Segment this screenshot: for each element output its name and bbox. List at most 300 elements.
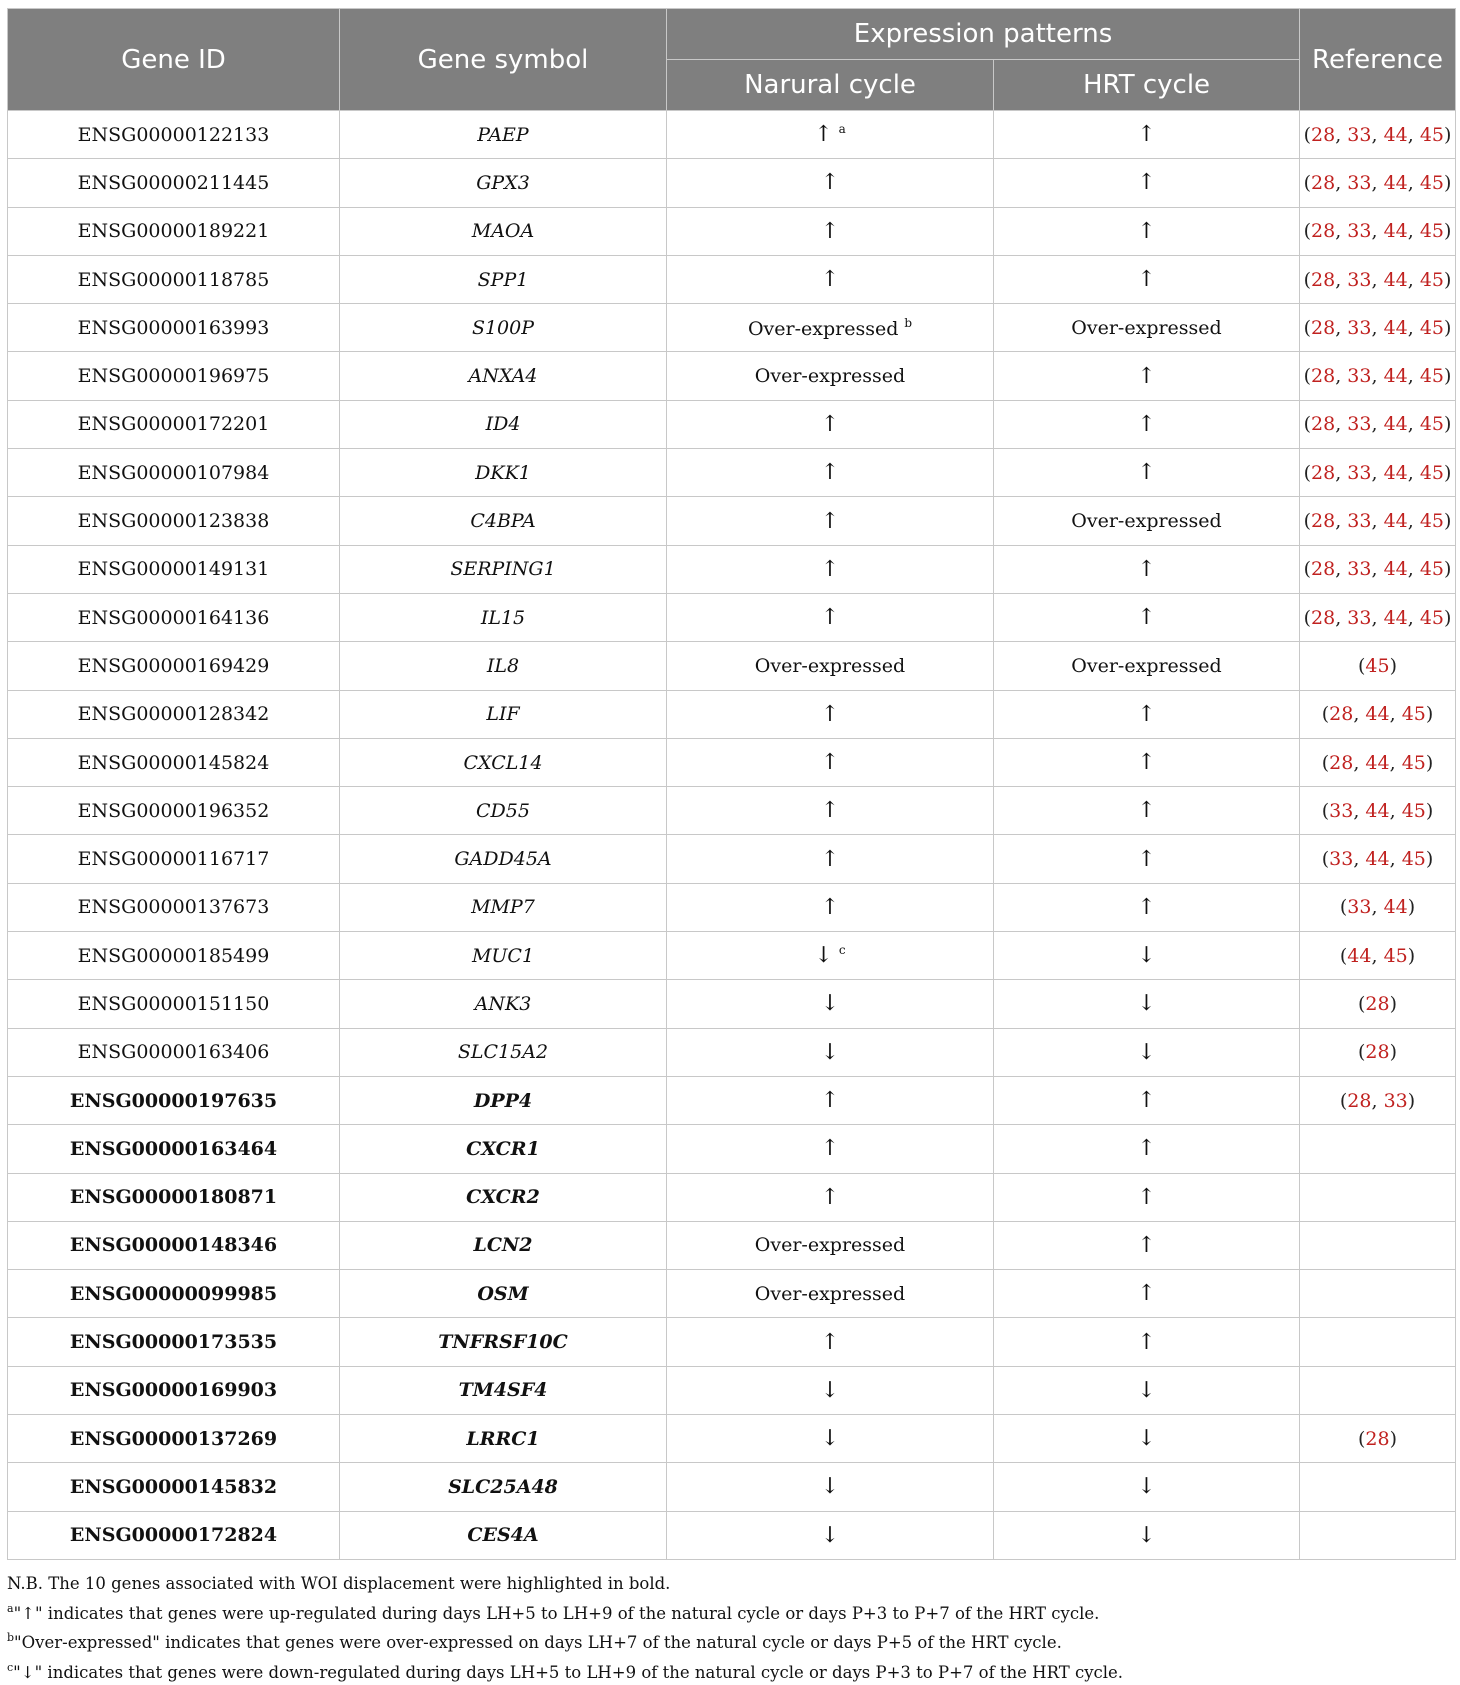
table-row	[8, 255, 1456, 303]
hrt-cycle-cell	[994, 111, 1300, 159]
natural-cycle-value: ↑	[814, 122, 832, 147]
gene-id-cell: ENSG00000172201	[8, 400, 340, 448]
gene-id-cell: ENSG00000145824	[8, 738, 340, 786]
hrt-cycle-value: ↑	[1137, 170, 1155, 195]
natural-cycle-cell	[667, 1076, 994, 1124]
reference-cell: (28, 33, 44, 45)	[1300, 352, 1456, 400]
reference-link[interactable]: 33	[1347, 220, 1371, 242]
reference-link[interactable]: 28	[1311, 172, 1335, 194]
natural-cycle-cell	[667, 835, 994, 883]
reference-cell: (28, 33, 44, 45)	[1300, 400, 1456, 448]
gene-symbol-cell: CXCR2	[340, 1173, 667, 1221]
natural-cycle-value: ↑	[821, 605, 839, 630]
gene-symbol-cell: LIF	[340, 690, 667, 738]
hrt-cycle-value: Over-expressed	[1071, 317, 1221, 339]
natural-cycle-cell	[667, 690, 994, 738]
gene-id-cell: ENSG00000137269	[8, 1415, 340, 1463]
gene-symbol-cell: C4BPA	[340, 497, 667, 545]
natural-cycle-value: ↓	[821, 1474, 839, 1499]
gene-symbol-cell: ANK3	[340, 980, 667, 1028]
reference-cell	[1300, 1511, 1456, 1559]
footnote-a-mark: a	[7, 1602, 14, 1615]
gene-symbol-cell: IL15	[340, 593, 667, 641]
hrt-cycle-cell	[994, 883, 1300, 931]
gene-id-cell: ENSG00000211445	[8, 159, 340, 207]
hrt-cycle-value: ↑	[1137, 1233, 1155, 1258]
table-row	[8, 980, 1456, 1028]
hrt-cycle-cell	[994, 1221, 1300, 1269]
natural-cycle-cell	[667, 738, 994, 786]
reference-cell: (33, 44, 45)	[1300, 835, 1456, 883]
gene-symbol-cell: ID4	[340, 400, 667, 448]
table-row	[8, 304, 1456, 352]
table-row	[8, 1173, 1456, 1221]
table-body	[8, 111, 1456, 1560]
reference-cell: (28, 33, 44, 45)	[1300, 111, 1456, 159]
gene-symbol-cell: MMP7	[340, 883, 667, 931]
footnote-a	[7, 1597, 1455, 1627]
hrt-cycle-value: ↓	[1137, 1040, 1155, 1065]
hrt-cycle-cell	[994, 1076, 1300, 1124]
hrt-cycle-cell	[994, 1270, 1300, 1318]
reference-link[interactable]: 28	[1347, 1090, 1371, 1112]
hrt-cycle-value: ↑	[1137, 1136, 1155, 1161]
footnote-marker: a	[839, 122, 846, 136]
gene-id-cell: ENSG00000148346	[8, 1221, 340, 1269]
natural-cycle-cell	[667, 497, 994, 545]
table-row	[8, 1028, 1456, 1076]
natural-cycle-cell	[667, 207, 994, 255]
table-row	[8, 1125, 1456, 1173]
reference-link[interactable]: 33	[1329, 848, 1353, 870]
hrt-cycle-value: ↓	[1137, 943, 1155, 968]
reference-link[interactable]: 33	[1329, 800, 1353, 822]
reference-cell: (28)	[1300, 980, 1456, 1028]
hrt-cycle-value: ↓	[1137, 1523, 1155, 1548]
reference-link[interactable]: 45	[1420, 172, 1444, 194]
reference-cell: (28, 33, 44, 45)	[1300, 159, 1456, 207]
reference-link[interactable]: 33	[1347, 269, 1371, 291]
reference-link[interactable]: 44	[1384, 317, 1408, 339]
gene-symbol-cell: SLC25A48	[340, 1463, 667, 1511]
reference-link[interactable]: 44	[1384, 172, 1408, 194]
natural-cycle-value: ↑	[821, 219, 839, 244]
hrt-cycle-cell	[994, 1028, 1300, 1076]
natural-cycle-value: ↑	[821, 1088, 839, 1113]
reference-link[interactable]: 33	[1347, 172, 1371, 194]
hrt-cycle-cell	[994, 593, 1300, 641]
gene-symbol-cell: SPP1	[340, 255, 667, 303]
hrt-cycle-cell	[994, 255, 1300, 303]
table-row	[8, 1318, 1456, 1366]
reference-link[interactable]: 28	[1365, 1428, 1389, 1450]
reference-link[interactable]: 44	[1384, 558, 1408, 580]
gene-symbol-cell: SLC15A2	[340, 1028, 667, 1076]
natural-cycle-value: ↓	[821, 1523, 839, 1548]
gene-id-cell: ENSG00000185499	[8, 932, 340, 980]
natural-cycle-value: ↓	[821, 991, 839, 1016]
footnote-marker: b	[904, 316, 912, 330]
natural-cycle-cell	[667, 352, 994, 400]
reference-cell: (33, 44, 45)	[1300, 787, 1456, 835]
gene-symbol-cell: CXCR1	[340, 1125, 667, 1173]
footnote-marker: c	[839, 943, 846, 957]
reference-link[interactable]: 45	[1365, 655, 1389, 677]
gene-symbol-cell: IL8	[340, 642, 667, 690]
gene-symbol-cell: LCN2	[340, 1221, 667, 1269]
reference-link[interactable]: 33	[1347, 365, 1371, 387]
gene-id-cell: ENSG00000163464	[8, 1125, 340, 1173]
reference-link[interactable]: 45	[1420, 220, 1444, 242]
reference-link[interactable]: 33	[1347, 896, 1371, 918]
hrt-cycle-cell	[994, 1415, 1300, 1463]
reference-link[interactable]: 33	[1384, 1090, 1408, 1112]
hrt-cycle-cell	[994, 1511, 1300, 1559]
natural-cycle-cell	[667, 787, 994, 835]
gene-id-cell: ENSG00000118785	[8, 255, 340, 303]
natural-cycle-value: ↑	[821, 1330, 839, 1355]
reference-link[interactable]: 44	[1365, 752, 1389, 774]
reference-link[interactable]: 45	[1402, 703, 1426, 725]
reference-link[interactable]: 45	[1420, 558, 1444, 580]
reference-link[interactable]: 44	[1384, 413, 1408, 435]
reference-link[interactable]: 28	[1365, 993, 1389, 1015]
hrt-cycle-value: ↑	[1137, 364, 1155, 389]
reference-link[interactable]: 44	[1365, 703, 1389, 725]
natural-cycle-value: ↓	[814, 943, 832, 968]
reference-link[interactable]: 45	[1420, 510, 1444, 532]
natural-cycle-cell	[667, 1173, 994, 1221]
gene-id-cell: ENSG00000180871	[8, 1173, 340, 1221]
gene-id-cell: ENSG00000163993	[8, 304, 340, 352]
table-row	[8, 1366, 1456, 1414]
table-row	[8, 1511, 1456, 1559]
gene-id-cell: ENSG00000145832	[8, 1463, 340, 1511]
gene-id-cell: ENSG00000122133	[8, 111, 340, 159]
footnote-b	[7, 1626, 1455, 1656]
hrt-cycle-value: ↓	[1137, 991, 1155, 1016]
reference-link[interactable]: 45	[1420, 462, 1444, 484]
reference-link[interactable]: 28	[1365, 1041, 1389, 1063]
natural-cycle-cell	[667, 1028, 994, 1076]
reference-cell	[1300, 1125, 1456, 1173]
hrt-cycle-value: ↑	[1137, 605, 1155, 630]
hrt-cycle-value: ↑	[1137, 122, 1155, 147]
natural-cycle-cell	[667, 932, 994, 980]
reference-cell	[1300, 1270, 1456, 1318]
hrt-cycle-cell	[994, 1318, 1300, 1366]
hrt-cycle-value: ↑	[1137, 557, 1155, 582]
hrt-cycle-cell	[994, 1125, 1300, 1173]
gene-id-cell: ENSG00000169903	[8, 1366, 340, 1414]
natural-cycle-cell	[667, 449, 994, 497]
table-row	[8, 642, 1456, 690]
gene-id-cell: ENSG00000172824	[8, 1511, 340, 1559]
table-row	[8, 159, 1456, 207]
gene-id-cell: ENSG00000151150	[8, 980, 340, 1028]
header-hrt-cycle: HRT cycle	[994, 60, 1300, 111]
hrt-cycle-cell	[994, 980, 1300, 1028]
reference-cell: (45)	[1300, 642, 1456, 690]
hrt-cycle-cell	[994, 159, 1300, 207]
table-row	[8, 1463, 1456, 1511]
hrt-cycle-value: ↑	[1137, 1088, 1155, 1113]
gene-symbol-cell: DKK1	[340, 449, 667, 497]
natural-cycle-value: ↑	[821, 847, 839, 872]
natural-cycle-value: Over-expressed	[755, 655, 905, 677]
natural-cycle-value: Over-expressed	[748, 318, 898, 340]
hrt-cycle-cell	[994, 1366, 1300, 1414]
natural-cycle-cell	[667, 1511, 994, 1559]
reference-cell: (28)	[1300, 1415, 1456, 1463]
reference-link[interactable]: 28	[1311, 317, 1335, 339]
natural-cycle-value: ↑	[821, 895, 839, 920]
reference-cell: (28, 33, 44, 45)	[1300, 545, 1456, 593]
header-gene-id: Gene ID	[8, 9, 340, 111]
natural-cycle-cell	[667, 1463, 994, 1511]
hrt-cycle-cell	[994, 400, 1300, 448]
gene-expression-table	[7, 8, 1456, 1560]
hrt-cycle-value: ↑	[1137, 798, 1155, 823]
hrt-cycle-value: ↑	[1137, 895, 1155, 920]
hrt-cycle-value: ↑	[1137, 460, 1155, 485]
hrt-cycle-value: ↓	[1137, 1426, 1155, 1451]
reference-link[interactable]: 44	[1347, 945, 1371, 967]
gene-symbol-cell: TM4SF4	[340, 1366, 667, 1414]
hrt-cycle-value: Over-expressed	[1071, 655, 1221, 677]
table-row	[8, 497, 1456, 545]
gene-symbol-cell: PAEP	[340, 111, 667, 159]
gene-symbol-cell: SERPING1	[340, 545, 667, 593]
gene-symbol-cell: OSM	[340, 1270, 667, 1318]
gene-table-container	[7, 8, 1455, 1560]
reference-link[interactable]: 44	[1384, 896, 1408, 918]
footnote-b-text: "Over-expressed" indicates that genes were over-expressed on days LH+7 of the natural cycle or days P+5 of the HRT cycle.	[14, 1633, 1062, 1652]
footnote-b-mark: b	[7, 1631, 14, 1644]
hrt-cycle-cell	[994, 738, 1300, 786]
table-row	[8, 1415, 1456, 1463]
natural-cycle-cell	[667, 400, 994, 448]
table-row	[8, 1221, 1456, 1269]
table-row	[8, 111, 1456, 159]
gene-symbol-cell: CES4A	[340, 1511, 667, 1559]
reference-link[interactable]: 44	[1384, 124, 1408, 146]
table-row	[8, 787, 1456, 835]
reference-cell	[1300, 1173, 1456, 1221]
natural-cycle-value: Over-expressed	[755, 1283, 905, 1305]
reference-link[interactable]: 33	[1347, 558, 1371, 580]
reference-link[interactable]: 45	[1402, 848, 1426, 870]
gene-id-cell: ENSG00000123838	[8, 497, 340, 545]
gene-id-cell: ENSG00000164136	[8, 593, 340, 641]
natural-cycle-value: ↑	[821, 460, 839, 485]
natural-cycle-value: Over-expressed	[755, 1234, 905, 1256]
reference-link[interactable]: 33	[1347, 462, 1371, 484]
reference-link[interactable]: 33	[1347, 317, 1371, 339]
footnote-c-text: "↓" indicates that genes were down-regulated during days LH+5 to LH+9 of the natural cycle or days P+3 to P+7 of the HRT cycle.	[13, 1663, 1123, 1682]
hrt-cycle-value: ↑	[1137, 267, 1155, 292]
reference-link[interactable]: 28	[1329, 703, 1353, 725]
natural-cycle-value: ↑	[821, 1136, 839, 1161]
reference-link[interactable]: 44	[1365, 848, 1389, 870]
hrt-cycle-cell	[994, 352, 1300, 400]
reference-link[interactable]: 28	[1311, 607, 1335, 629]
reference-link[interactable]: 28	[1311, 462, 1335, 484]
reference-link[interactable]: 28	[1311, 558, 1335, 580]
natural-cycle-cell	[667, 1221, 994, 1269]
header-natural-cycle: Narural cycle	[667, 60, 994, 111]
natural-cycle-value: ↑	[821, 170, 839, 195]
reference-link[interactable]: 45	[1420, 124, 1444, 146]
reference-link[interactable]: 44	[1384, 269, 1408, 291]
reference-cell: (28, 33)	[1300, 1076, 1456, 1124]
hrt-cycle-value: ↑	[1137, 1281, 1155, 1306]
reference-link[interactable]: 28	[1311, 269, 1335, 291]
hrt-cycle-value: ↓	[1137, 1378, 1155, 1403]
gene-id-cell: ENSG00000163406	[8, 1028, 340, 1076]
hrt-cycle-cell	[994, 304, 1300, 352]
natural-cycle-value: ↓	[821, 1040, 839, 1065]
gene-symbol-cell: GADD45A	[340, 835, 667, 883]
reference-link[interactable]: 28	[1311, 220, 1335, 242]
hrt-cycle-cell	[994, 207, 1300, 255]
hrt-cycle-value: ↑	[1137, 219, 1155, 244]
reference-link[interactable]: 33	[1347, 510, 1371, 532]
gene-symbol-cell: GPX3	[340, 159, 667, 207]
hrt-cycle-cell	[994, 835, 1300, 883]
gene-symbol-cell: TNFRSF10C	[340, 1318, 667, 1366]
hrt-cycle-value: ↑	[1137, 847, 1155, 872]
natural-cycle-value: ↓	[821, 1426, 839, 1451]
gene-id-cell: ENSG00000116717	[8, 835, 340, 883]
reference-cell: (28, 33, 44, 45)	[1300, 593, 1456, 641]
table-row	[8, 207, 1456, 255]
reference-cell: (33, 44)	[1300, 883, 1456, 931]
gene-id-cell: ENSG00000196352	[8, 787, 340, 835]
table-row	[8, 593, 1456, 641]
reference-link[interactable]: 28	[1311, 124, 1335, 146]
table-row	[8, 690, 1456, 738]
reference-link[interactable]: 44	[1384, 220, 1408, 242]
footnote-c-mark: c	[7, 1661, 13, 1674]
natural-cycle-cell	[667, 980, 994, 1028]
reference-link[interactable]: 45	[1420, 365, 1444, 387]
reference-cell: (28, 33, 44, 45)	[1300, 304, 1456, 352]
natural-cycle-value: Over-expressed	[755, 365, 905, 387]
natural-cycle-cell	[667, 159, 994, 207]
natural-cycle-cell	[667, 545, 994, 593]
hrt-cycle-cell	[994, 932, 1300, 980]
table-row	[8, 352, 1456, 400]
natural-cycle-value: ↓	[821, 1378, 839, 1403]
natural-cycle-value: ↑	[821, 509, 839, 534]
table-row	[8, 835, 1456, 883]
natural-cycle-value: ↑	[821, 1185, 839, 1210]
gene-id-cell: ENSG00000189221	[8, 207, 340, 255]
table-row	[8, 1076, 1456, 1124]
reference-cell	[1300, 1318, 1456, 1366]
header-expression-patterns: Expression patterns	[667, 9, 1300, 60]
natural-cycle-value: ↑	[821, 267, 839, 292]
gene-id-cell: ENSG00000196975	[8, 352, 340, 400]
reference-cell: (28, 44, 45)	[1300, 690, 1456, 738]
gene-id-cell: ENSG00000173535	[8, 1318, 340, 1366]
reference-cell	[1300, 1366, 1456, 1414]
natural-cycle-value: ↑	[821, 798, 839, 823]
gene-id-cell: ENSG00000137673	[8, 883, 340, 931]
gene-id-cell: ENSG00000128342	[8, 690, 340, 738]
natural-cycle-cell	[667, 1415, 994, 1463]
reference-link[interactable]: 45	[1384, 945, 1408, 967]
natural-cycle-cell	[667, 255, 994, 303]
natural-cycle-cell	[667, 1318, 994, 1366]
natural-cycle-cell	[667, 1366, 994, 1414]
hrt-cycle-cell	[994, 1173, 1300, 1221]
reference-link[interactable]: 33	[1347, 607, 1371, 629]
reference-link[interactable]: 44	[1384, 462, 1408, 484]
natural-cycle-value: ↑	[821, 702, 839, 727]
table-row	[8, 545, 1456, 593]
gene-symbol-cell: S100P	[340, 304, 667, 352]
table-header	[8, 9, 1456, 111]
reference-cell: (28, 33, 44, 45)	[1300, 255, 1456, 303]
hrt-cycle-value: ↑	[1137, 702, 1155, 727]
gene-id-cell: ENSG00000169429	[8, 642, 340, 690]
reference-link[interactable]: 44	[1384, 607, 1408, 629]
header-gene-symbol: Gene symbol	[340, 9, 667, 111]
reference-link[interactable]: 28	[1311, 510, 1335, 532]
hrt-cycle-value: ↑	[1137, 412, 1155, 437]
footnote-nb: N.B. The 10 genes associated with WOI displacement were highlighted in bold.	[7, 1572, 1455, 1597]
gene-id-cell: ENSG00000107984	[8, 449, 340, 497]
reference-link[interactable]: 28	[1329, 752, 1353, 774]
hrt-cycle-cell	[994, 690, 1300, 738]
reference-cell	[1300, 1221, 1456, 1269]
reference-link[interactable]: 45	[1402, 752, 1426, 774]
hrt-cycle-value: ↑	[1137, 750, 1155, 775]
reference-link[interactable]: 33	[1347, 413, 1371, 435]
natural-cycle-cell	[667, 1125, 994, 1173]
reference-link[interactable]: 28	[1311, 413, 1335, 435]
hrt-cycle-cell	[994, 787, 1300, 835]
reference-link[interactable]: 45	[1402, 800, 1426, 822]
natural-cycle-cell	[667, 111, 994, 159]
reference-link[interactable]: 45	[1420, 413, 1444, 435]
table-row	[8, 1270, 1456, 1318]
reference-link[interactable]: 45	[1420, 317, 1444, 339]
reference-link[interactable]: 45	[1420, 269, 1444, 291]
natural-cycle-value: ↑	[821, 412, 839, 437]
reference-cell: (28, 44, 45)	[1300, 738, 1456, 786]
reference-link[interactable]: 28	[1311, 365, 1335, 387]
reference-link[interactable]: 44	[1384, 365, 1408, 387]
reference-link[interactable]: 44	[1384, 510, 1408, 532]
table-row	[8, 738, 1456, 786]
reference-cell: (44, 45)	[1300, 932, 1456, 980]
reference-link[interactable]: 33	[1347, 124, 1371, 146]
reference-link[interactable]: 45	[1420, 607, 1444, 629]
gene-symbol-cell: ANXA4	[340, 352, 667, 400]
footnote-c	[7, 1656, 1455, 1685]
natural-cycle-cell	[667, 304, 994, 352]
hrt-cycle-cell	[994, 497, 1300, 545]
reference-link[interactable]: 44	[1365, 800, 1389, 822]
reference-cell: (28, 33, 44, 45)	[1300, 497, 1456, 545]
table-footnotes	[7, 1572, 1455, 1685]
natural-cycle-cell	[667, 593, 994, 641]
hrt-cycle-cell	[994, 1463, 1300, 1511]
gene-id-cell: ENSG00000099985	[8, 1270, 340, 1318]
